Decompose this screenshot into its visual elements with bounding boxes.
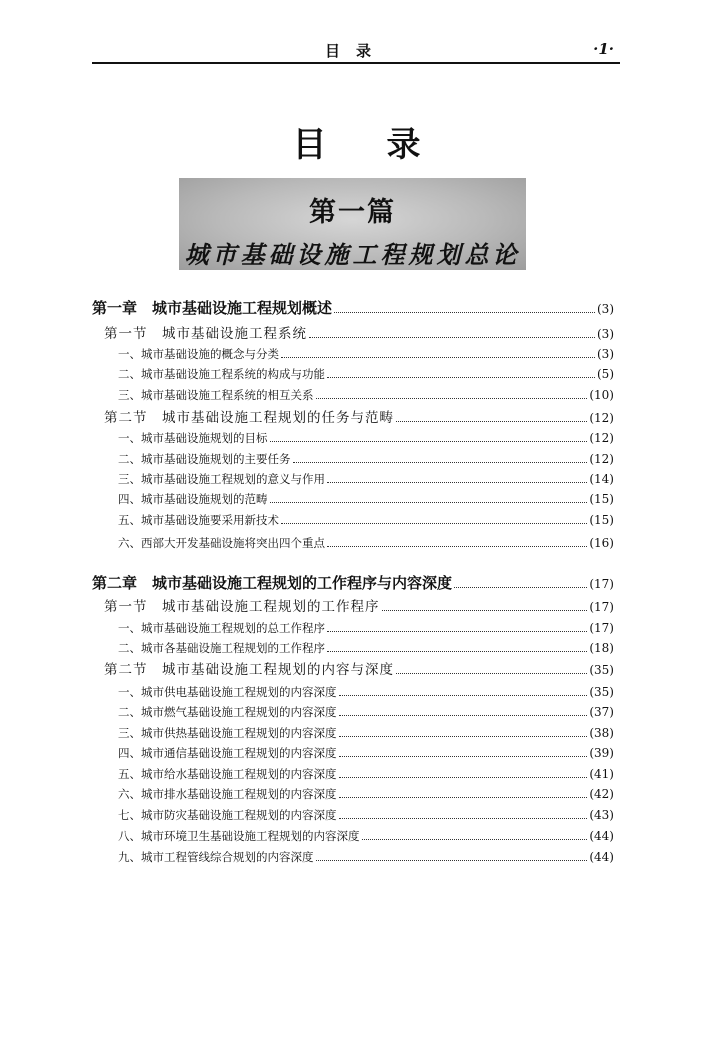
toc-entry-page-number: (12) — [589, 452, 614, 466]
dot-leader — [316, 397, 588, 399]
toc-entry-page-number: (41) — [589, 767, 614, 781]
toc-entry-label: 第二节 城市基础设施工程规划的内容与深度 — [104, 662, 394, 678]
dot-leader — [293, 461, 588, 463]
dot-leader — [281, 356, 595, 358]
dot-leader — [339, 735, 588, 737]
dot-leader — [327, 630, 587, 632]
dot-leader — [339, 817, 588, 819]
dot-leader — [339, 796, 588, 798]
toc-entry-item — [118, 451, 614, 467]
toc-entry-label: 二、城市燃气基础设施工程规划的内容深度 — [118, 705, 337, 719]
toc-entry-chapter — [92, 300, 614, 317]
toc-entry-page-number: (35) — [589, 663, 614, 677]
part-banner — [179, 178, 526, 270]
dot-leader — [316, 859, 588, 861]
dot-leader — [339, 755, 588, 757]
dot-leader — [454, 586, 587, 588]
toc-entry-label: 一、城市供电基础设施工程规划的内容深度 — [118, 685, 337, 699]
toc-entry-chapter — [92, 575, 614, 592]
toc-entry-label: 五、城市给水基础设施工程规划的内容深度 — [118, 767, 337, 781]
toc-entry-label: 第二节 城市基础设施工程规划的任务与范畴 — [104, 410, 394, 426]
toc-entry-label: 三、城市供热基础设施工程规划的内容深度 — [118, 726, 337, 740]
toc-entry-item — [118, 387, 614, 403]
toc-entry-item — [118, 366, 614, 382]
running-head-title: 目录 — [324, 42, 387, 60]
dot-leader — [270, 501, 588, 503]
toc-entry-item — [118, 704, 614, 720]
toc-entry-page-number: (17) — [589, 621, 614, 635]
toc-entry-item — [118, 828, 614, 844]
toc-entry-item — [118, 849, 614, 865]
toc-entry-page-number: (14) — [589, 472, 614, 486]
toc-entry-label: 二、城市基础设施工程系统的构成与功能 — [118, 367, 325, 381]
part-name: 城市基础设施工程规划总论 — [184, 240, 521, 269]
toc-entry-item — [118, 786, 614, 802]
running-head-page-number: ·1· — [593, 40, 614, 58]
toc-entry-section — [104, 599, 614, 615]
toc-entry-page-number: (44) — [589, 829, 614, 843]
dot-leader — [327, 545, 587, 547]
toc-entry-page-number: (42) — [589, 787, 614, 801]
dot-leader — [327, 650, 587, 652]
toc-entry-page-number: (43) — [589, 808, 614, 822]
dot-leader — [270, 440, 588, 442]
toc-entry-label: 一、城市基础设施规划的目标 — [118, 431, 268, 445]
toc-entry-page-number: (35) — [589, 685, 614, 699]
toc-entry-page-number: (15) — [589, 513, 614, 527]
toc-entry-label: 第二章 城市基础设施工程规划的工作程序与内容深度 — [92, 574, 453, 592]
toc-entry-item — [118, 346, 614, 362]
toc-entry-page-number: (3) — [597, 347, 614, 361]
toc-entry-page-number: (5) — [597, 367, 614, 381]
toc-entry-label: 七、城市防灾基础设施工程规划的内容深度 — [118, 808, 337, 822]
dot-leader — [334, 311, 595, 313]
part-number: 第一篇 — [309, 197, 396, 228]
toc-entry-item — [118, 491, 614, 507]
toc-entry-page-number: (3) — [597, 302, 614, 316]
toc-entry-page-number: (12) — [589, 411, 614, 425]
toc-entry-item — [118, 684, 614, 700]
toc-entry-page-number: (17) — [589, 577, 614, 591]
toc-entry-item — [118, 807, 614, 823]
dot-leader — [327, 376, 595, 378]
toc-entry-item — [118, 512, 614, 528]
toc-entry-label: 四、城市基础设施规划的范畴 — [118, 492, 268, 506]
toc-entry-page-number: (38) — [589, 726, 614, 740]
toc-entry-label: 八、城市环境卫生基础设施工程规划的内容深度 — [118, 829, 360, 843]
toc-entry-item — [118, 471, 614, 487]
toc-entry-label: 三、城市基础设施工程系统的相互关系 — [118, 388, 314, 402]
toc-entry-page-number: (10) — [589, 388, 614, 402]
toc-entry-label: 六、城市排水基础设施工程规划的内容深度 — [118, 787, 337, 801]
dot-leader — [362, 838, 588, 840]
toc-entry-page-number: (18) — [589, 641, 614, 655]
dot-leader — [309, 336, 595, 338]
toc-entry-page-number: (12) — [589, 431, 614, 445]
toc-entry-label: 二、城市各基础设施工程规划的工作程序 — [118, 641, 325, 655]
running-head — [92, 38, 620, 64]
toc-entry-section — [104, 410, 614, 426]
toc-entry-page-number: (37) — [589, 705, 614, 719]
toc-entry-item — [118, 430, 614, 446]
dot-leader — [396, 672, 587, 674]
toc-entry-page-number: (15) — [589, 492, 614, 506]
dot-leader — [281, 522, 587, 524]
toc-entry-item — [118, 766, 614, 782]
dot-leader — [396, 420, 587, 422]
toc-entry-label: 六、西部大开发基础设施将突出四个重点 — [118, 536, 325, 550]
toc-entry-label: 二、城市基础设施规划的主要任务 — [118, 452, 291, 466]
page-title: 目录 — [292, 125, 481, 165]
toc-entry-item — [118, 535, 614, 551]
dot-leader — [382, 609, 588, 611]
toc-entry-label: 第一章 城市基础设施工程规划概述 — [92, 299, 333, 317]
dot-leader — [327, 481, 587, 483]
toc-entry-section — [104, 326, 614, 342]
toc-entry-item — [118, 640, 614, 656]
toc-entry-page-number: (16) — [589, 536, 614, 550]
dot-leader — [339, 776, 588, 778]
toc-entry-label: 四、城市通信基础设施工程规划的内容深度 — [118, 746, 337, 760]
toc-entry-item — [118, 725, 614, 741]
toc-entry-item — [118, 745, 614, 761]
toc-entry-label: 一、城市基础设施的概念与分类 — [118, 347, 279, 361]
toc-entry-label: 三、城市基础设施工程规划的意义与作用 — [118, 472, 325, 486]
toc-entry-label: 九、城市工程管线综合规划的内容深度 — [118, 850, 314, 864]
toc-entry-page-number: (17) — [589, 600, 614, 614]
toc-entry-page-number: (39) — [589, 746, 614, 760]
dot-leader — [339, 714, 588, 716]
toc-entry-section — [104, 662, 614, 678]
toc-entry-label: 第一节 城市基础设施工程规划的工作程序 — [104, 599, 380, 615]
toc-entry-item — [118, 620, 614, 636]
dot-leader — [339, 694, 588, 696]
toc-entry-page-number: (3) — [597, 327, 614, 341]
toc-entry-label: 第一节 城市基础设施工程系统 — [104, 326, 307, 342]
toc-entry-label: 一、城市基础设施工程规划的总工作程序 — [118, 621, 325, 635]
toc-entry-page-number: (44) — [589, 850, 614, 864]
toc-entry-label: 五、城市基础设施要采用新技术 — [118, 513, 279, 527]
